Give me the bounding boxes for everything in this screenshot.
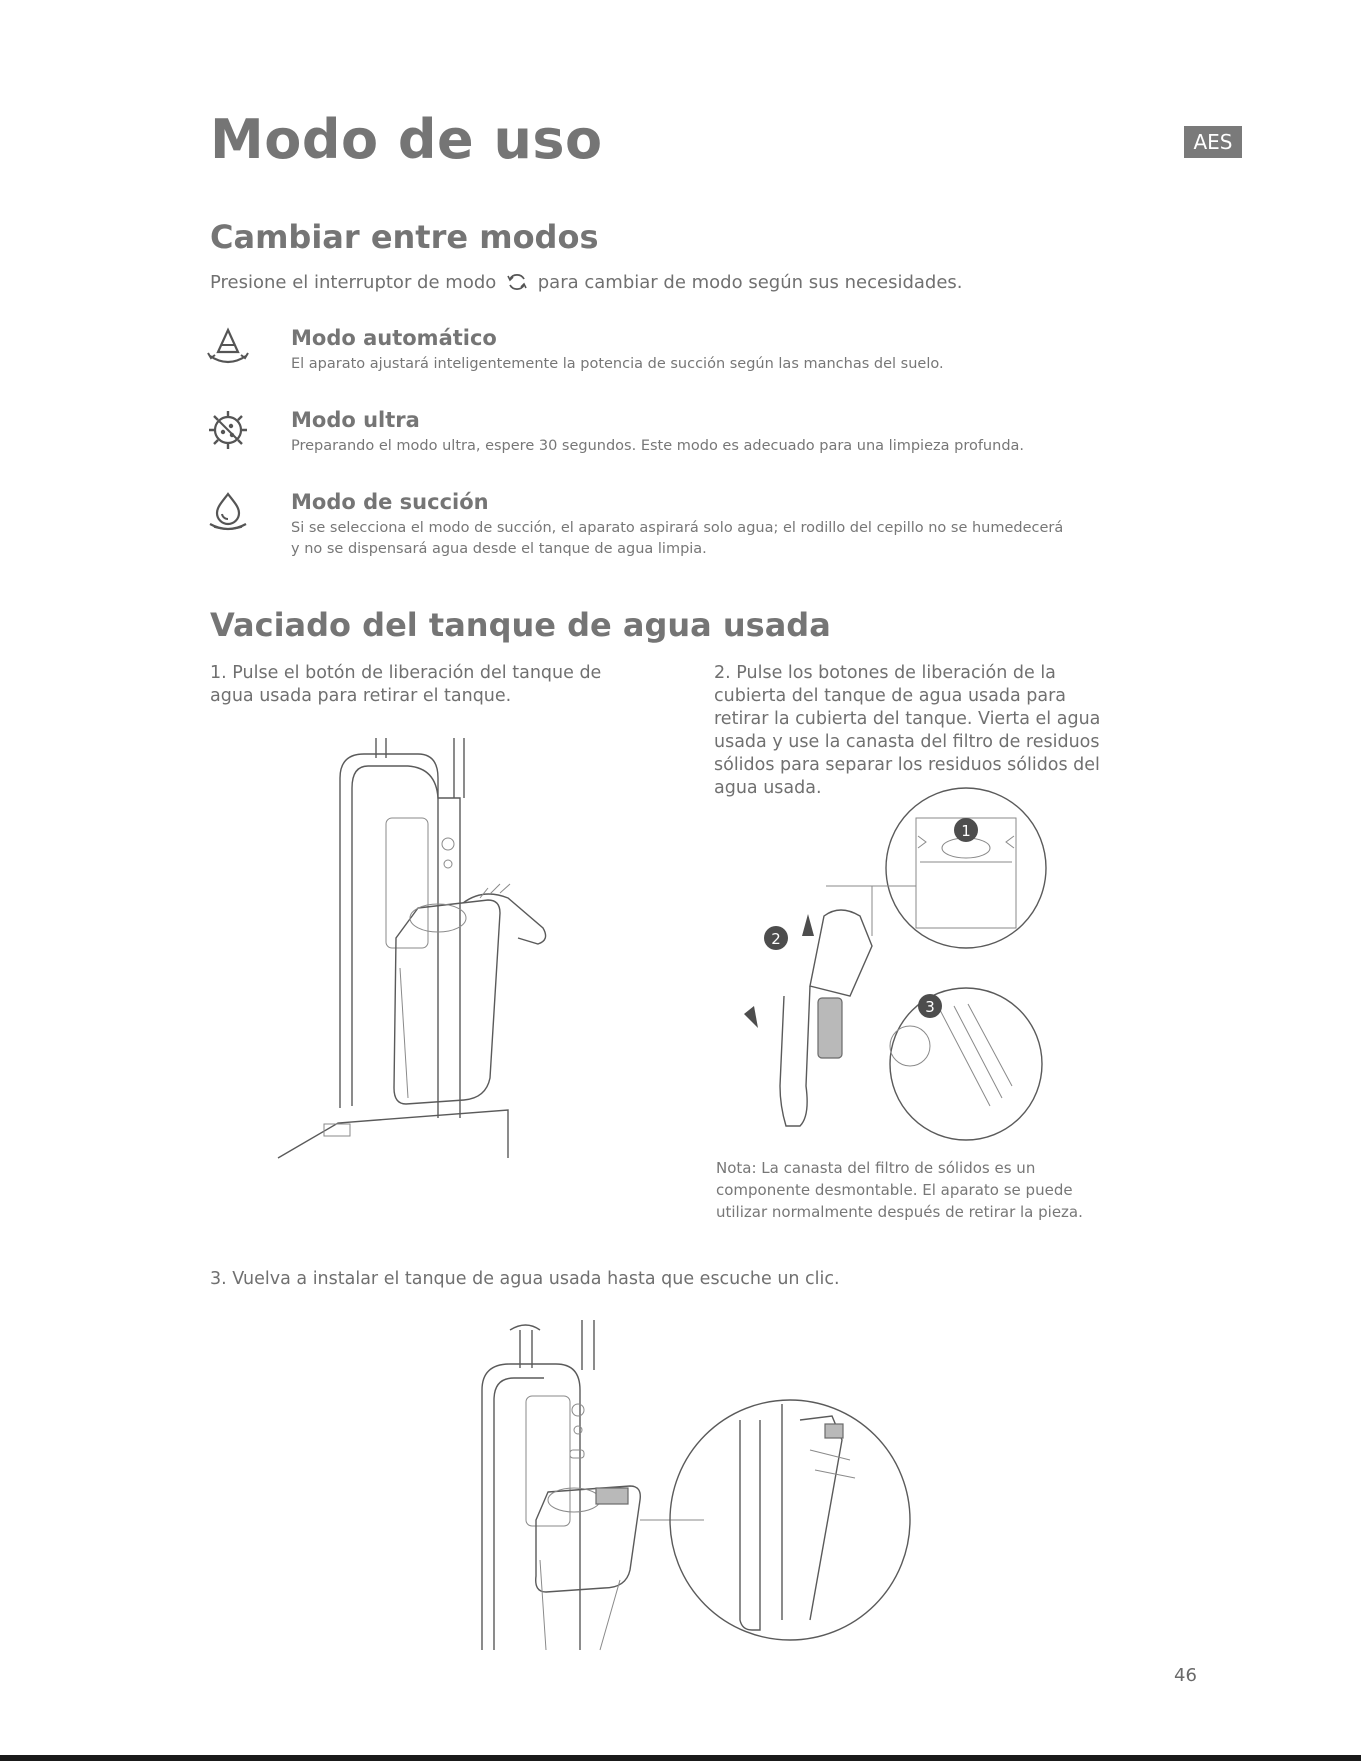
bottom-border — [0, 1755, 1361, 1761]
mode-desc-suction — [291, 518, 1063, 560]
mode-switch-icon — [505, 270, 529, 294]
note-line: Nota: La canasta del filtro de sólidos es un — [716, 1159, 1036, 1177]
marker-1: 1 — [961, 822, 971, 840]
remove-tank-illustration — [268, 738, 568, 1160]
reinstall-tank-illustration — [470, 1320, 1060, 1652]
mode-desc-suction-line: y no se dispensará agua desde el tanque de agua limpia. — [291, 541, 707, 557]
mode-title-ultra: Modo ultra — [291, 408, 420, 432]
step-1-line: 1. Pulse el botón de liberación del tanque de — [210, 663, 602, 683]
step-1-text — [210, 662, 680, 708]
step-2-text — [714, 662, 1164, 800]
marker-2: 2 — [771, 930, 781, 948]
section-heading-tank: Vaciado del tanque de agua usada — [210, 606, 831, 644]
step-3-text: 3. Vuelva a instalar el tanque de agua usada hasta que escuche un clic. — [210, 1269, 840, 1289]
step-2-line: 2. Pulse los botones de liberación de la — [714, 663, 1056, 683]
mode-desc-ultra: Preparando el modo ultra, espere 30 segundos. Este modo es adecuado para una limpieza profunda. — [291, 438, 1025, 454]
step-2-line: usada y use la canasta del filtro de residuos — [714, 732, 1100, 752]
page-title: Modo de uso — [210, 108, 603, 171]
intro-text-before: Presione el interruptor de modo — [210, 272, 497, 293]
language-badge: AES — [1184, 126, 1242, 158]
mode-title-auto: Modo automático — [291, 326, 497, 350]
mode-desc-auto: El aparato ajustará inteligentemente la potencia de succión según las manchas del suelo. — [291, 356, 944, 372]
section-heading-modes: Cambiar entre modos — [210, 218, 599, 256]
note-text — [716, 1157, 1146, 1223]
note-line: utilizar normalmente después de retirar la pieza. — [716, 1203, 1083, 1221]
auto-mode-icon — [206, 326, 250, 370]
mode-title-suction: Modo de succión — [291, 490, 489, 514]
page-number: 46 — [1174, 1665, 1197, 1686]
step-2-line: cubierta del tanque de agua usada para — [714, 686, 1067, 706]
intro-text-after: para cambiar de modo según sus necesidades. — [537, 272, 963, 293]
step-1-line: agua usada para retirar el tanque. — [210, 686, 512, 706]
ultra-mode-icon — [206, 408, 250, 452]
mode-desc-suction-line: Si se selecciona el modo de succión, el aparato aspirará solo agua; el rodillo del cepillo no se humedecerá — [291, 520, 1064, 536]
suction-mode-icon — [206, 490, 250, 534]
step-2-line: sólidos para separar los residuos sólidos del — [714, 755, 1100, 775]
tank-cover-illustration — [740, 786, 1060, 1146]
step-2-line: agua usada. — [714, 778, 822, 798]
marker-3: 3 — [925, 998, 935, 1016]
modes-intro — [210, 270, 963, 294]
note-line: componente desmontable. El aparato se puede — [716, 1181, 1073, 1199]
step-2-line: retirar la cubierta del tanque. Vierta el agua — [714, 709, 1101, 729]
